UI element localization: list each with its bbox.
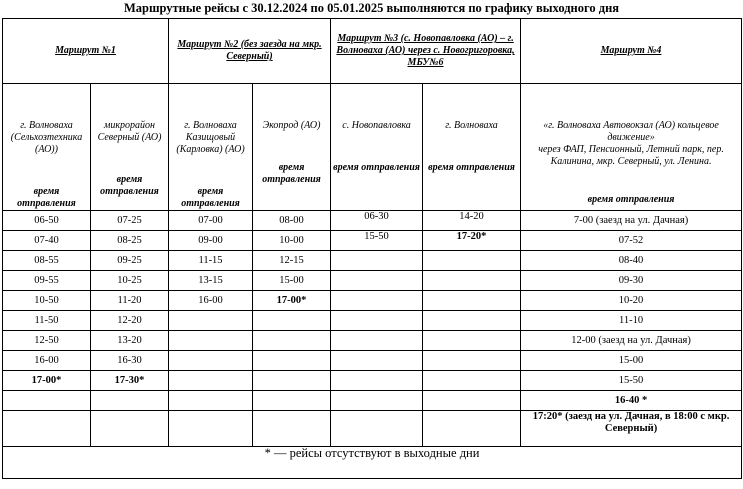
time-cell-r4: 15-50	[521, 371, 742, 391]
time-cell-r4: 08-40	[521, 251, 742, 271]
time-cell-r2-b	[253, 311, 331, 331]
time-cell-r1-b: 13-20	[91, 331, 169, 351]
time-cell-r1-a: 12-50	[3, 331, 91, 351]
time-cell-r2-b: 15-00	[253, 271, 331, 291]
table-row	[3, 211, 742, 231]
time-cell-r4: 12-00 (заезд на ул. Дачная)	[521, 331, 742, 351]
footnote: * — рейсы отсутствуют в выходные дни	[3, 447, 742, 479]
time-cell-r1-a: 06-50	[3, 211, 91, 231]
time-cell-r3-a	[331, 271, 423, 291]
time-cell-r3-a	[331, 251, 423, 271]
time-cell-r3-a: 15-50	[331, 231, 423, 251]
stop-header-r3-b: г. Волноваха время отправления	[423, 84, 521, 211]
time-cell-r3-b	[423, 391, 521, 411]
time-cell-r4: 07-52	[521, 231, 742, 251]
time-cell-r2-b	[253, 351, 331, 371]
time-cell-r2-a	[169, 331, 253, 351]
stop-header-r3-a: с. Новопавловка время отправления	[331, 84, 423, 211]
time-rows	[3, 211, 742, 447]
stop-header-r4: «г. Волноваха Автовокзал (АО) кольцевое движение» через ФАП, Пенсионный, Летний парк, пер. Калинина, мкр. Северный, ул. Ленина. время отправления	[521, 84, 742, 211]
time-cell-r2-a	[169, 411, 253, 447]
time-cell-r1-a: 08-55	[3, 251, 91, 271]
time-cell-r3-a: 06-30	[331, 211, 423, 231]
time-cell-r4: 09-30	[521, 271, 742, 291]
route-header-1: Маршрут №1	[3, 19, 169, 84]
time-cell-r2-b: 08-00	[253, 211, 331, 231]
route-header-4: Маршрут №4	[521, 19, 742, 84]
time-cell-r1-b: 17-30*	[91, 371, 169, 391]
time-cell-r3-a	[331, 351, 423, 371]
time-cell-r2-b	[253, 331, 331, 351]
time-cell-r1-b: 11-20	[91, 291, 169, 311]
table-row	[3, 371, 742, 391]
time-cell-r4: 10-20	[521, 291, 742, 311]
time-cell-r3-a	[331, 291, 423, 311]
time-cell-r2-a: 13-15	[169, 271, 253, 291]
stop-header-r1-a: г. Волноваха (Сельхозтехника (АО)) время отправления	[3, 84, 91, 211]
time-cell-r2-b	[253, 411, 331, 447]
time-cell-r3-b	[423, 371, 521, 391]
table-row	[3, 351, 742, 371]
time-cell-r3-b	[423, 411, 521, 447]
time-cell-r3-b	[423, 271, 521, 291]
time-cell-r1-a: 07-40	[3, 231, 91, 251]
schedule-table	[2, 18, 742, 479]
table-row	[3, 391, 742, 411]
table-row	[3, 271, 742, 291]
table-row	[3, 231, 742, 251]
time-cell-r2-a: 11-15	[169, 251, 253, 271]
time-cell-r3-b	[423, 291, 521, 311]
time-cell-r1-b: 09-25	[91, 251, 169, 271]
time-cell-r4: 7-00 (заезд на ул. Дачная)	[521, 211, 742, 231]
time-cell-r3-a	[331, 371, 423, 391]
route-header-3: Маршрут №3 (с. Новопавловка (АО) – г. Волноваха (АО) через с. Новогригоровка, МБУ№6	[331, 19, 521, 84]
time-cell-r4-note: 17:20* (заезд на ул. Дачная, в 18:00 с мкр. Северный)	[521, 411, 742, 447]
time-cell-r3-b: 14-20	[423, 211, 521, 231]
route-header-2: Маршрут №2 (без заезда на мкр. Северный)	[169, 19, 331, 84]
stop-header-r1-b: микрорайон Северный (АО) время отправления	[91, 84, 169, 211]
time-cell-r2-a	[169, 371, 253, 391]
time-cell-r1-b: 16-30	[91, 351, 169, 371]
time-cell-r1-a	[3, 411, 91, 447]
time-cell-r1-a: 16-00	[3, 351, 91, 371]
page-title: Маршрутные рейсы с 30.12.2024 по 05.01.2025 выполняются по графику выходного дня	[123, 1, 620, 15]
time-cell-r2-a: 07-00	[169, 211, 253, 231]
time-cell-r4: 16-40 *	[521, 391, 742, 411]
time-cell-r1-b	[91, 391, 169, 411]
time-cell-r3-a	[331, 391, 423, 411]
time-cell-r2-b	[253, 391, 331, 411]
time-cell-r1-a: 11-50	[3, 311, 91, 331]
time-cell-r2-a	[169, 311, 253, 331]
table-row	[3, 411, 742, 447]
time-cell-r1-a	[3, 391, 91, 411]
table-row	[3, 251, 742, 271]
time-cell-r2-b: 10-00	[253, 231, 331, 251]
stop-header-r2-b: Экопрод (АО) время отправления	[253, 84, 331, 211]
time-cell-r4: 15-00	[521, 351, 742, 371]
time-cell-r2-b	[253, 371, 331, 391]
table-row	[3, 331, 742, 351]
time-cell-r3-a	[331, 411, 423, 447]
time-cell-r1-a: 09-55	[3, 271, 91, 291]
time-cell-r1-b: 10-25	[91, 271, 169, 291]
time-cell-r3-b	[423, 311, 521, 331]
time-cell-r2-b: 17-00*	[253, 291, 331, 311]
time-cell-r1-a: 10-50	[3, 291, 91, 311]
time-cell-r3-a	[331, 331, 423, 351]
time-cell-r1-b: 07-25	[91, 211, 169, 231]
stop-header-r2-a: г. Волноваха Казищовый (Карловка) (АО) время отправления	[169, 84, 253, 211]
time-cell-r2-a: 09-00	[169, 231, 253, 251]
time-cell-r4: 11-10	[521, 311, 742, 331]
time-cell-r1-a: 17-00*	[3, 371, 91, 391]
time-cell-r3-b	[423, 251, 521, 271]
time-cell-r2-b: 12-15	[253, 251, 331, 271]
time-cell-r3-b: 17-20*	[423, 231, 521, 251]
time-cell-r1-b: 08-25	[91, 231, 169, 251]
time-cell-r2-a	[169, 391, 253, 411]
table-row	[3, 291, 742, 311]
time-cell-r1-b: 12-20	[91, 311, 169, 331]
time-cell-r2-a	[169, 351, 253, 371]
time-cell-r3-b	[423, 351, 521, 371]
time-cell-r3-b	[423, 331, 521, 351]
time-cell-r1-b	[91, 411, 169, 447]
time-cell-r3-a	[331, 311, 423, 331]
table-row	[3, 311, 742, 331]
time-cell-r2-a: 16-00	[169, 291, 253, 311]
